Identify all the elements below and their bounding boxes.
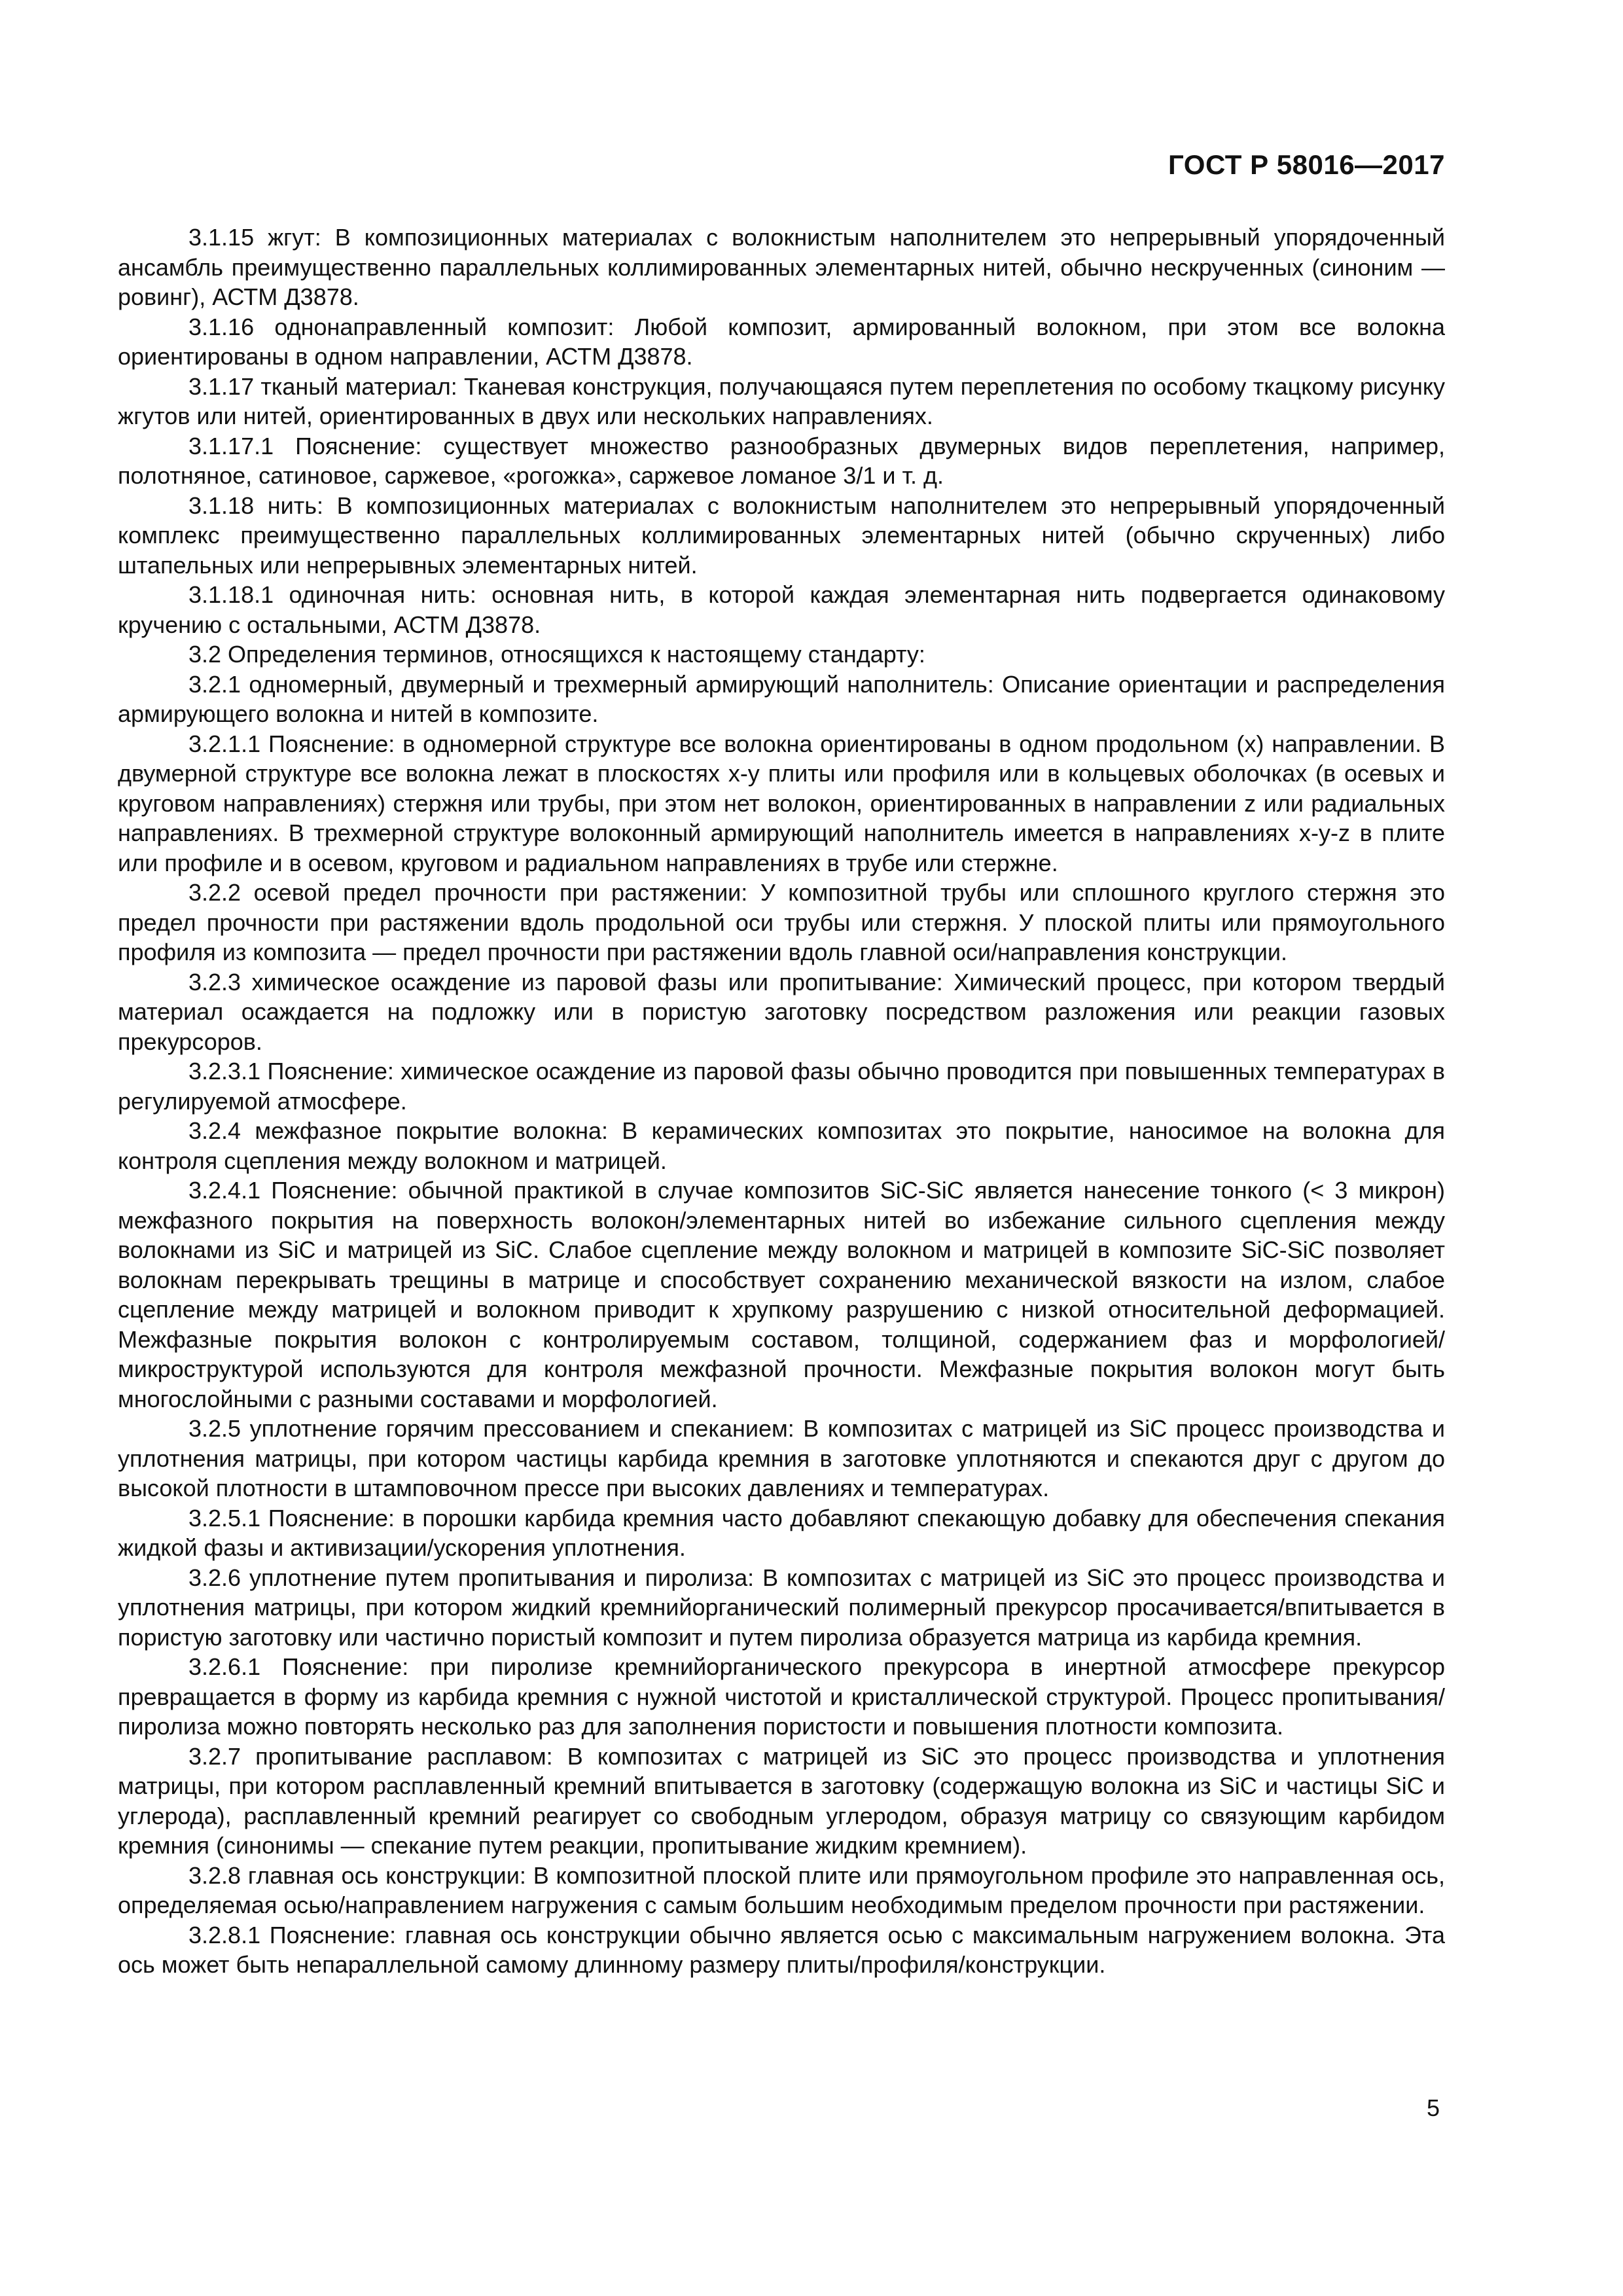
paragraph-3-2-4-1: 3.2.4.1 Пояснение: обычной практикой в случае композитов SiC-SiC является нанесение тонкого (< 3 микрон) межфазного покрытия на поверхность волокон/элементарных нитей во избежание сильного сцепления между волокнами из SiC и матрицей из SiC. Слабое сцепление между волокном и матрицей в композите SiC-SiC позволяет волокнам перекрывать трещины в матрице и способствует сохранению механической вязкости на излом, слабое сцепление между матрицей и волокном приводит к хрупкому разрушению с низкой относительной деформацией. Межфазные покрытия волокон с контролируемым составом, толщиной, содержанием фаз и морфологией/микроструктурой используются для контроля межфазной прочности. Межфазные покрытия волокон могут быть многослойными с разными составами и морфологией. <box>118 1177 1445 1412</box>
paragraph-3-2-5: 3.2.5 уплотнение горячим прессованием и спеканием: В композитах с матрицей из SiC процесс производства и уплотнения матрицы, при котором частицы карбида кремния в заготовке уплотняются и спекаются друг с другом до высокой плотности в штамповочном прессе при высоких давлениях и температурах. <box>118 1415 1445 1501</box>
paragraph-3-2-5-1: 3.2.5.1 Пояснение: в порошки карбида кремния часто добавляют спекающую добавку для обеспечения спекания жидкой фазы и активизации/ускорения уплотнения. <box>118 1504 1445 1561</box>
paragraph-3-2-4: 3.2.4 межфазное покрытие волокна: В керамических композитах это покрытие, наносимое на волокна для контроля сцепления между волокном и матрицей. <box>118 1117 1445 1174</box>
page-number: 5 <box>1426 2094 1440 2121</box>
paragraph-3-1-15: 3.1.15 жгут: В композиционных материалах с волокнистым наполнителем это непрерывный упорядоченный ансамбль преимущественно параллельных коллимированных элементарных нитей, обычно нескрученных (синоним — ровинг), АСТМ Д3878. <box>118 224 1445 310</box>
paragraph-3-2-1-1: 3.2.1.1 Пояснение: в одномерной структуре все волокна ориентированы в одном продольном (x) направлении. В двумерной структуре все волокна лежат в плоскостях x-y плиты или профиля или в кольцевых оболочках (в осевых и круговом направлениях) стержня или трубы, при этом нет волокон, ориентированных в направлении z или радиальных направлениях. В трехмерной структуре волоконный армирующий наполнитель имеется в направлениях x-y-z в плите или профиле и в осевом, круговом и радиальном направлениях в трубе или стержне. <box>118 730 1445 876</box>
paragraph-3-2-2: 3.2.2 осевой предел прочности при растяжении: У композитной трубы или сплошного круглого стержня это предел прочности при растяжении вдоль продольной оси трубы или стержня. У плоской плиты или прямоугольного профиля из композита — предел прочности при растяжении вдоль главной оси/направления конструкции. <box>118 879 1445 965</box>
document-code-header: ГОСТ Р 58016—2017 <box>1168 149 1445 180</box>
paragraph-3-2-3-1: 3.2.3.1 Пояснение: химическое осаждение из паровой фазы обычно проводится при повышенных температурах в регулируемой атмосфере. <box>118 1058 1445 1115</box>
paragraph-3-1-16: 3.1.16 однонаправленный композит: Любой композит, армированный волокном, при этом все волокна ориентированы в одном направлении, АСТМ Д3878. <box>118 313 1445 370</box>
paragraph-3-2: 3.2 Определения терминов, относящихся к настоящему стандарту: <box>188 641 925 668</box>
paragraph-3-2-8-1: 3.2.8.1 Пояснение: главная ось конструкции обычно является осью с максимальным нагружением волокна. Эта ось может быть непараллельной самому длинному размеру плиты/профиля/конструкции. <box>118 1921 1445 1978</box>
paragraph-3-2-6-1: 3.2.6.1 Пояснение: при пиролизе кремнийорганического прекурсора в инертной атмосфере прекурсор превращается в форму из карбида кремния с нужной чистотой и кристаллической структурой. Процесс пропитывания/пиролиза можно повторять несколько раз для заполнения пористости и повышения плотности композита. <box>118 1653 1445 1740</box>
paragraph-3-2-3: 3.2.3 химическое осаждение из паровой фазы или пропитывание: Химический процесс, при котором твердый материал осаждается на подложку или в пористую заготовку посредством разложения или реакции газовых прекурсоров. <box>118 968 1445 1055</box>
paragraph-3-1-17-1: 3.1.17.1 Пояснение: существует множество разнообразных двумерных видов переплетения, например, полотняное, сатиновое, саржевое, «рогожка», саржевое ломаное 3/1 и т. д. <box>118 432 1445 489</box>
paragraph-3-2-7: 3.2.7 пропитывание расплавом: В композитах с матрицей из SiC это процесс производства и уплотнения матрицы, при котором расплавленный кремний впитывается в заготовку (содержащую волокна из SiC и частицы SiC и углерода), расплавленный кремний реагирует со свободным углеродом, образуя матрицу со связующим карбидом кремния (синонимы — спекание путем реакции, пропитывание жидким кремнием). <box>118 1742 1445 1859</box>
paragraph-3-2-6: 3.2.6 уплотнение путем пропитывания и пиролиза: В композитах с матрицей из SiC это процесс производства и уплотнения матрицы, при котором жидкий кремнийорганический полимерный прекурсор просачивается/впитывается в пористую заготовку или частично пористый композит и путем пиролиза образуется матрица из карбида кремния. <box>118 1564 1445 1651</box>
paragraph-3-2-1: 3.2.1 одномерный, двумерный и трехмерный армирующий наполнитель: Описание ориентации и распределения армирующего волокна и нитей в композите. <box>118 670 1445 727</box>
document-body <box>118 223 1445 1980</box>
paragraph-3-2-8: 3.2.8 главная ось конструкции: В композитной плоской плите или прямоугольном профиле это направленная ось, определяемая осью/направлением нагружения с самым большим необходимым пределом прочности при растяжении. <box>118 1861 1445 1918</box>
paragraph-3-1-17: 3.1.17 тканый материал: Тканевая конструкция, получающаяся путем переплетения по особому ткацкому рисунку жгутов или нитей, ориентированных в двух или нескольких направлениях. <box>118 372 1445 429</box>
paragraph-3-1-18-1: 3.1.18.1 одиночная нить: основная нить, в которой каждая элементарная нить подвергается одинаковому кручению с остальными, АСТМ Д3878. <box>118 581 1445 638</box>
paragraph-3-1-18: 3.1.18 нить: В композиционных материалах с волокнистым наполнителем это непрерывный упорядоченный комплекс преимущественно параллельных коллимированных элементарных нитей (обычно скрученных) либо штапельных или непрерывных элементарных нитей. <box>118 492 1445 579</box>
